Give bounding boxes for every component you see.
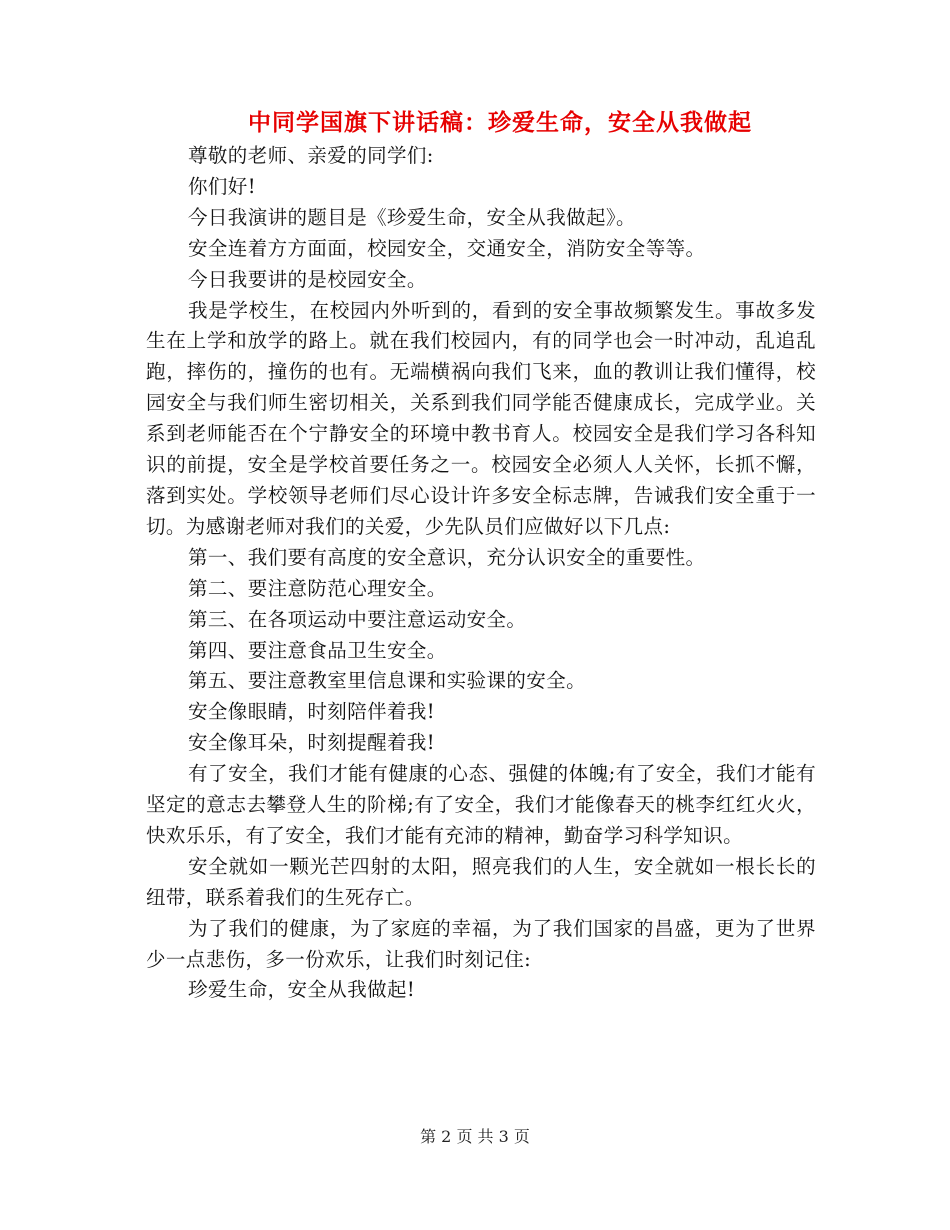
paragraph-with-safety: 有了安全，我们才能有健康的心态、强健的体魄;有了安全，我们才能有坚定的意志去攀登人生的阶梯;有了安全，我们才能像春天的桃李红红火火，快欢乐乐，有了安全，我们才能有充沛的精神，勤奋学习科学知识。 <box>146 762 816 847</box>
paragraph-point-1: 第一、我们要有高度的安全意识，充分认识安全的重要性。 <box>188 545 706 569</box>
paragraph-safety-aspects: 安全连着方方面面，校园安全，交通安全，消防安全等等。 <box>188 236 706 260</box>
paragraph-point-3: 第三、在各项运动中要注意运动安全。 <box>188 607 527 631</box>
paragraph-for-health: 为了我们的健康，为了家庭的幸福，为了我们国家的昌盛，更为了世界少一点悲伤，多一份欢乐，让我们时刻记住: <box>146 916 816 971</box>
paragraph-closing: 珍爱生命，安全从我做起! <box>188 978 416 1002</box>
paragraph-point-5: 第五、要注意教室里信息课和实验课的安全。 <box>188 669 587 693</box>
paragraph-hello: 你们好! <box>188 174 256 198</box>
paragraph-eyes: 安全像眼睛，时刻陪伴着我! <box>188 700 436 724</box>
paragraph-ears: 安全像耳朵，时刻提醒着我! <box>188 731 436 755</box>
paragraph-main: 我是学校生，在校园内外听到的，看到的安全事故频繁发生。事故多发生在上学和放学的路上。就在我们校园内，有的同学也会一时冲动，乱追乱跑，摔伤的，撞伤的也有。无端横祸向我们飞来，血的教训让我们懂得，校园安全与我们师生密切相关，关系到我们同学能否健康成长，完成学业。关系到老师能否在个宁静安全的环境中教书育人。校园安全是我们学习各科知识的前提，安全是学校首要任务之一。校园安全必须人人关怀，长抓不懈，落到实处。学校领导老师们尽心设计许多安全标志牌，告诫我们安全重于一切。为感谢老师对我们的关爱，少先队员们应做好以下几点: <box>146 298 816 538</box>
paragraph-campus-safety: 今日我要讲的是校园安全。 <box>188 267 427 291</box>
paragraph-topic: 今日我演讲的题目是《珍爱生命，安全从我做起》。 <box>188 205 636 229</box>
paragraph-point-2: 第二、要注意防范心理安全。 <box>188 576 447 600</box>
paragraph-point-4: 第四、要注意食品卫生安全。 <box>188 638 447 662</box>
document-title: 中同学国旗下讲话稿：珍爱生命，安全从我做起 <box>248 110 752 136</box>
paragraph-greeting: 尊敬的老师、亲爱的同学们: <box>188 144 434 167</box>
page-number-label: 第 2 页 共 3 页 <box>420 1127 530 1146</box>
document-body <box>146 141 816 1006</box>
paragraph-sun: 安全就如一颗光芒四射的太阳，照亮我们的人生，安全就如一根长长的纽带，联系着我们的生死存亡。 <box>146 854 816 909</box>
page-footer <box>0 1124 950 1147</box>
